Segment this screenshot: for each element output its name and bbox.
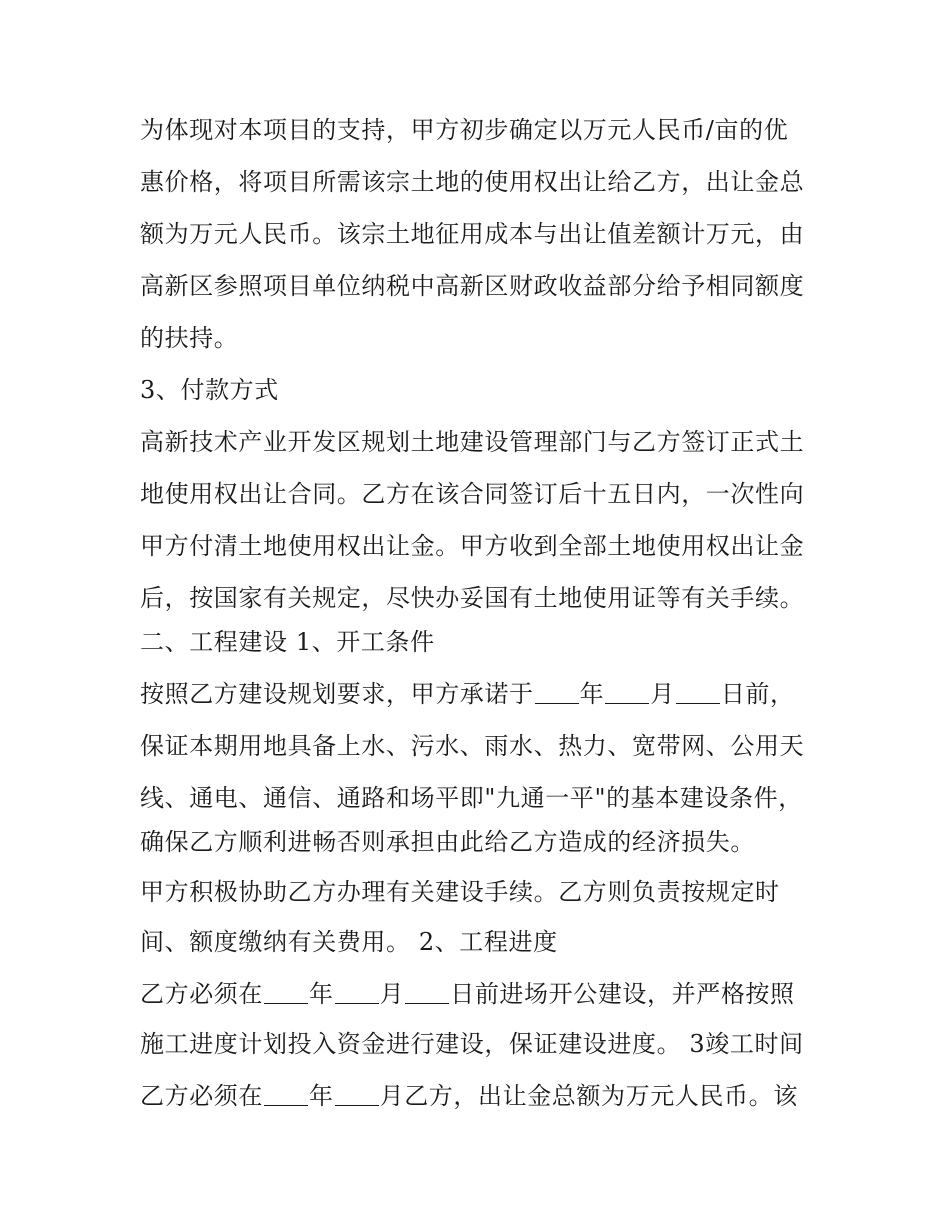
section-heading: 二、工程建设 1、开工条件	[140, 628, 435, 656]
text-line-with-blanks	[140, 679, 820, 709]
text-line: 高新区参照项目单位纳税中高新区财政收益部分给予相同额度	[140, 272, 805, 300]
text-segment: 月	[650, 680, 675, 708]
text-line: 施工进度计划投入资金进行建设，保证建设进度。 3竣工时间	[140, 1030, 804, 1058]
text-segment: 乙方必须在	[140, 1082, 263, 1110]
text-line: 高新技术产业开发区规划土地建设管理部门与乙方签订正式土	[140, 428, 805, 456]
text-line: 地使用权出让合同。乙方在该合同签订后十五日内，一次性向	[140, 480, 805, 508]
text-segment: 年	[309, 980, 334, 1008]
text-line: 保证本期用地具备上水、污水、雨水、热力、宽带网、公用天	[140, 732, 805, 760]
blank-field	[335, 981, 379, 1004]
blank-field	[605, 681, 649, 704]
text-segment: 月乙方，出让金总额为万元人民币。该	[379, 1082, 798, 1110]
text-line: 额为万元人民币。该宗土地征用成本与出让值差额计万元，由	[140, 220, 805, 248]
text-line: 线、通电、通信、通路和场平即"九通一平"的基本建设条件，	[140, 784, 803, 812]
text-segment: 按照乙方建设规划要求，甲方承诺于	[140, 680, 534, 708]
text-line: 后，按国家有关规定，尽快办妥国有土地使用证等有关手续。	[140, 584, 805, 612]
blank-field	[264, 1083, 308, 1106]
text-line: 甲方付清土地使用权出让金。甲方收到全部土地使用权出让金	[140, 532, 805, 560]
blank-field	[535, 681, 579, 704]
blank-field	[676, 681, 720, 704]
text-line: 惠价格，将项目所需该宗土地的使用权出让给乙方，出让金总	[140, 168, 805, 196]
blank-field	[264, 981, 308, 1004]
text-segment: 年	[309, 1082, 334, 1110]
text-segment: 月	[379, 980, 405, 1008]
text-segment: 日前进场开公建设，并严格按照	[450, 980, 795, 1008]
blank-field	[335, 1083, 379, 1106]
text-segment: 日前，	[720, 680, 795, 708]
text-line: 确保乙方顺利进畅否则承担由此给乙方造成的经济损失。	[140, 828, 755, 856]
text-line: 间、额度缴纳有关费用。 2、工程进度	[140, 928, 558, 956]
text-segment: 年	[579, 680, 605, 708]
blank-field	[405, 981, 449, 1004]
text-line: 的扶持。	[140, 324, 239, 352]
text-line-with-blanks	[140, 1081, 820, 1111]
text-line-with-blanks	[140, 979, 820, 1009]
section-heading: 3、付款方式	[140, 376, 279, 404]
text-segment: 乙方必须在	[140, 980, 263, 1008]
text-line: 甲方积极协助乙方办理有关建设手续。乙方则负责按规定时	[140, 878, 780, 906]
text-line: 为体现对本项目的支持，甲方初步确定以万元人民币/亩的优	[140, 116, 789, 144]
